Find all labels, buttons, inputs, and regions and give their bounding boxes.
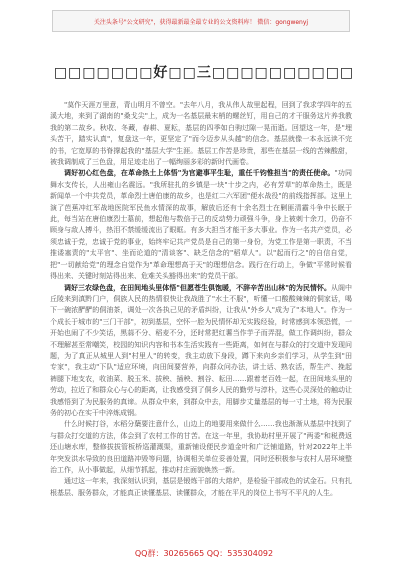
document-title: □□□□□□□好□□三□□□□□□□□□□ xyxy=(53,65,355,81)
paragraph-text: "莫作天涯万里意，青山明月不曾空。"去年八月，我从伟人故里起程，回到了我求学四年的五溪大地，来到了湖南的"桑戈尖"上，成为一名基层最末梢的螺丝钉，用自己的才干服务这片养我教我的第二故乡。秋收、冬藏，春耕、夏耘，基层的四季如白驹过隙一晃而逝。回望这一年，是"埋头苦干，踏实认真"，复盘这一年，更坚定了"而今迈步从头越"的信念。基层就像一本永远读不完的书，它宽厚的书脊撑起我的"基层大学"生涯。基层工作苦是珍贵，那些在基层一线的苦辣酸甜，被我调制成了三色盘，用足迹走出了一幅绚丽多彩的新时代画卷。 xyxy=(50,101,352,167)
banner-text: 关注头条号"公文研究"，获得最新最全最专业的公文资料库！ 微信：gongwenyj xyxy=(93,18,309,26)
paragraph xyxy=(50,168,352,282)
paragraph xyxy=(50,283,352,420)
paragraph-lead: 调好初心红色盘，在革命热土上体悟"为官避事平生耻，重任千钧惟担当"的责任使命。 xyxy=(64,169,335,178)
paragraph-text: 从阁中丘陵来到滇黔门户，侗族人民的热情很快让我战胜了"水土不服"，听懂一口酸酸辣辣的侗家话，喝下一碗浓酽酽的侗油茶，调处一次各执己见的矛盾纠纷，让我从"外乡人"成为了"本地人"。作为一个成长于城市的"三门干部"，初到基层，空怀一腔为民情怀却无实践经验，时常感到本领恐慌，一开始也闹了不少笑话，黑蒜不分、稻麦不分，还时常把红薯当作芋子而弄混，做工作调纠纷，群众不理解甚至常嘲笑，校园的知识内容和书本生活实践有一些距离，如何在与群众的打交道中发现问题，为了真正从城里人到"村里人"的转变，我主动放下身段，蹲下来向乡亲们学习，从学生到"田专家"，我主动"下队"适应环境，向田间要营养，向群众问办法，讲土话、熟农活，帮生产、挽起裤腿下地支农，收油菜、脱玉米、拔秧、插秧、割谷、耘田……跟着老百姓一起，在田间地头里的劳动，拉近了和群众心与心的距离，让我感受到了侗乡人民的勤劳与淳朴，这些心灵深处的触动让我感悟到了为民服务的真谛。从群众中来，到群众中去，用脚步丈量基层的每一寸土地，将为民服务的初心在实干中淬炼成钢。 xyxy=(50,283,353,417)
header-banner xyxy=(52,10,350,32)
paragraph xyxy=(50,419,352,476)
paragraph-text: "功同舞水支传长，人出雍山名震远。"我所驻扎的乡镇是一块"十步之内，必有芳草"的革命热土，既是新闻单一个中共党员，革命烈士唐伯康的故乡，也是红二六军团"便水战役"的前线指挥部。这里上演了芭蕉冲红军战地医院军民鱼水情深的故事，解放后还有十余名烈士在剿匪清霸斗争中长眠于此，每当站在唐伯康烈士墓前，想起他与数倍于己的反动势力顽强斗争，身上被刺十余刀，仍奋不顾身与敌人搏斗，热泪不禁缓缓流出了眼眶。有多大担当才能干多大事业。作为一名共产党员，必须忠诚于党，忠诚于党的事业，始终牢记共产党员是自己的第一身份，为党工作是第一职责，不当推诿塞责的"太平官"、坐而论道的"清谈客"、缺乏信念的"稻草人"。以"起而行之"的自信自觉，把"一切献给党"的理念自觉作为"革命理想高于天"的理想信念。践行在行动上，争做"平常时候看得出来、关键时刻站得出来、危难关头豁得出来"的党员干部。 xyxy=(50,169,352,281)
paragraph xyxy=(50,476,352,499)
document-body xyxy=(50,100,352,499)
paragraph xyxy=(50,100,352,168)
footer-contact: QQ群：30265665 QQ：535304092 xyxy=(134,549,274,558)
paragraph-lead: 调好三农绿色盘，在田间地头里体悟"但愿苍生俱饱暖，不辞辛苦出山林"的为民情怀。 xyxy=(64,283,331,292)
paragraph-text: 什么时候打谷，水稻分蘖要注意什么，山边上的地要用来做什么……我也渐渐从基层中找到了与群众打交道的方法，体会到了农村工作的甘苦。在这一年里，我协助村里开展了"两委"和税费返还山塘水库，整修拔拔管板桥巡灌溉渠，重新铺设便民步道金叶和广泛铺道路，针对2022年上半年突发洪水导致的良田道路冲毁等问题，协调相关单位妥善处置，同时还积极参与农村人居环境整治工作，从小事做起，从细节抓起，推动村庄面貌焕然一新。 xyxy=(50,420,352,474)
paragraph-text: 通过这一年来，我深刻认识到，基层是锻炼干部的大熔炉，是检验干部成色的试金石。只有扎根基层、服务群众，才能真正读懂基层、读懂群众，才能在平凡的岗位上书写不平凡的人生。 xyxy=(50,477,352,497)
